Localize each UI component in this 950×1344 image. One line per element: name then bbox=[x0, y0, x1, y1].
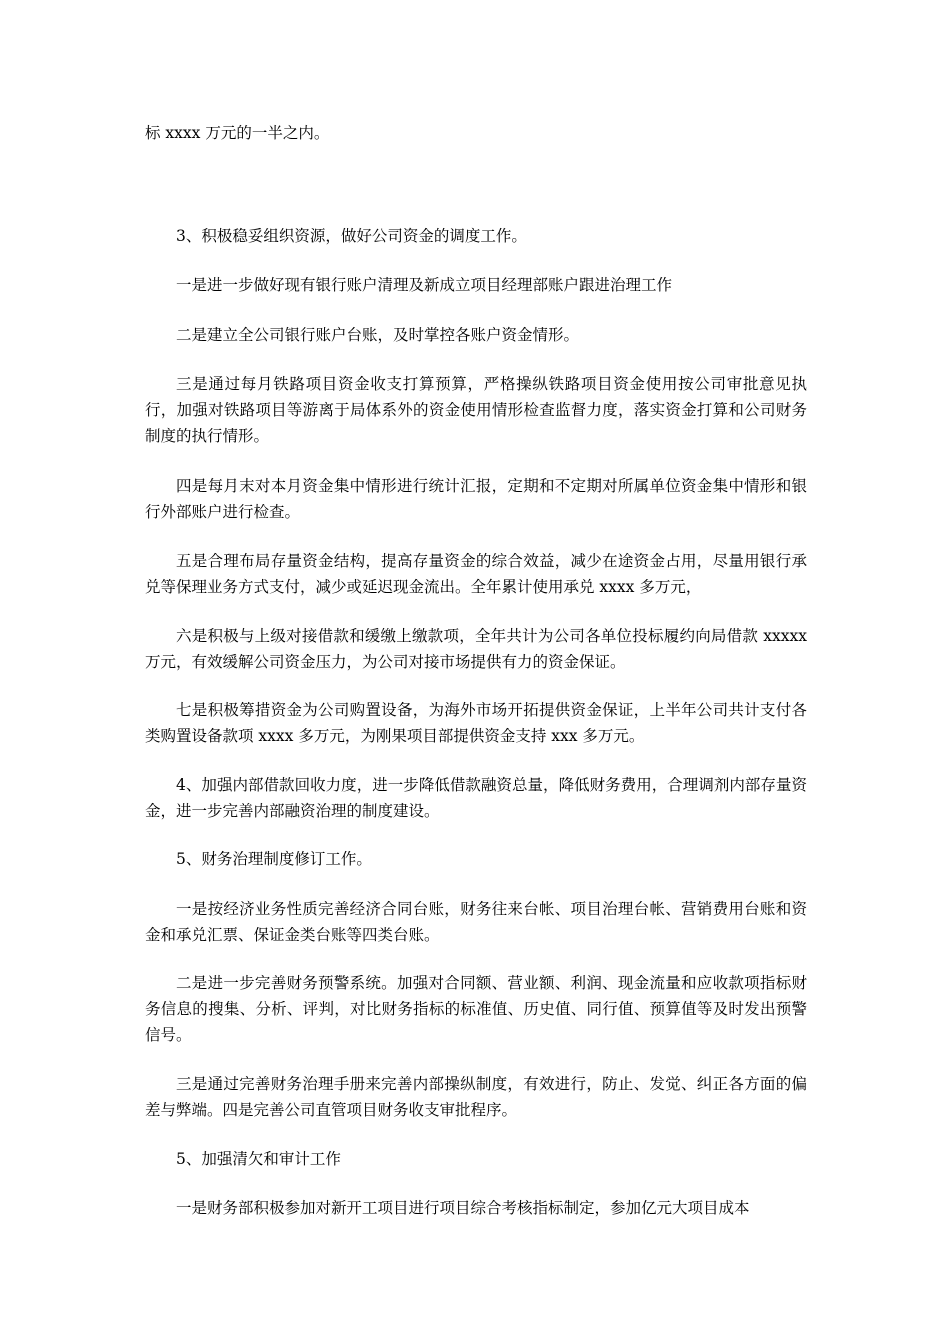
paragraph-section-4: 4、加强内部借款回收力度，进一步降低借款融资总量，降低财务费用，合理调剂内部存量资金，进一步完善内部融资治理的制度建设。 bbox=[145, 776, 807, 820]
paragraph-item-5: 五是合理布局存量资金结构，提高存量资金的综合效益，减少在途资金占用，尽量用银行承兑等保理业务方式支付，减少或延迟现金流出。全年累计使用承兑 xxxx 多万元， bbox=[145, 552, 807, 596]
paragraph-item-1: 一是进一步做好现有银行账户清理及新成立项目经理部账户跟进治理工作 bbox=[176, 276, 673, 294]
paragraph-item-5-2: 二是进一步完善财务预警系统。加强对合同额、营业额、利润、现金流量和应收款项指标财务信息的搜集、分析、评判，对比财务指标的标准值、历史值、同行值、预算值等及时发出预警信号。 bbox=[145, 974, 807, 1044]
paragraph-item-6: 六是积极与上级对接借款和缓缴上缴款项，全年共计为公司各单位投标履约向局借款 xxxxx 万元，有效缓解公司资金压力，为公司对接市场提供有力的资金保证。 bbox=[145, 627, 807, 671]
paragraph-item-3: 三是通过每月铁路项目资金收支打算预算，严格操纵铁路项目资金使用按公司审批意见执行，加强对铁路项目等游离于局体系外的资金使用情形检查监督力度，落实资金打算和公司财务制度的执行情形。 bbox=[145, 375, 807, 445]
paragraph-item-4: 四是每月末对本月资金集中情形进行统计汇报，定期和不定期对所属单位资金集中情形和银行外部账户进行检查。 bbox=[145, 477, 807, 521]
paragraph-item-5-3: 三是通过完善财务治理手册来完善内部操纵制度，有效进行，防止、发觉、纠正各方面的偏差与弊端。四是完善公司直管项目财务收支审批程序。 bbox=[145, 1075, 807, 1119]
paragraph-section-5-heading: 5、财务治理制度修订工作。 bbox=[176, 850, 372, 868]
paragraph-item-2: 二是建立全公司银行账户台账，及时掌控各账户资金情形。 bbox=[176, 326, 580, 344]
paragraph-section-3-heading: 3、积极稳妥组织资源，做好公司资金的调度工作。 bbox=[176, 227, 527, 245]
paragraph-item-5b-1: 一是财务部积极参加对新开工项目进行项目综合考核指标制定，参加亿元大项目成本 bbox=[176, 1199, 750, 1217]
paragraph-item-5-1: 一是按经济业务性质完善经济合同台账，财务往来台帐、项目治理台帐、营销费用台账和资金和承兑汇票、保证金类台账等四类台账。 bbox=[145, 900, 807, 944]
paragraph-section-5b-heading: 5、加强清欠和审计工作 bbox=[176, 1150, 341, 1168]
paragraph-item-7: 七是积极筹措资金为公司购置设备，为海外市场开拓提供资金保证，上半年公司共计支付各类购置设备款项 xxxx 多万元，为刚果项目部提供资金支持 xxx 多万元。 bbox=[145, 701, 807, 745]
paragraph-continuation: 标 xxxx 万元的一半之内。 bbox=[145, 124, 330, 142]
